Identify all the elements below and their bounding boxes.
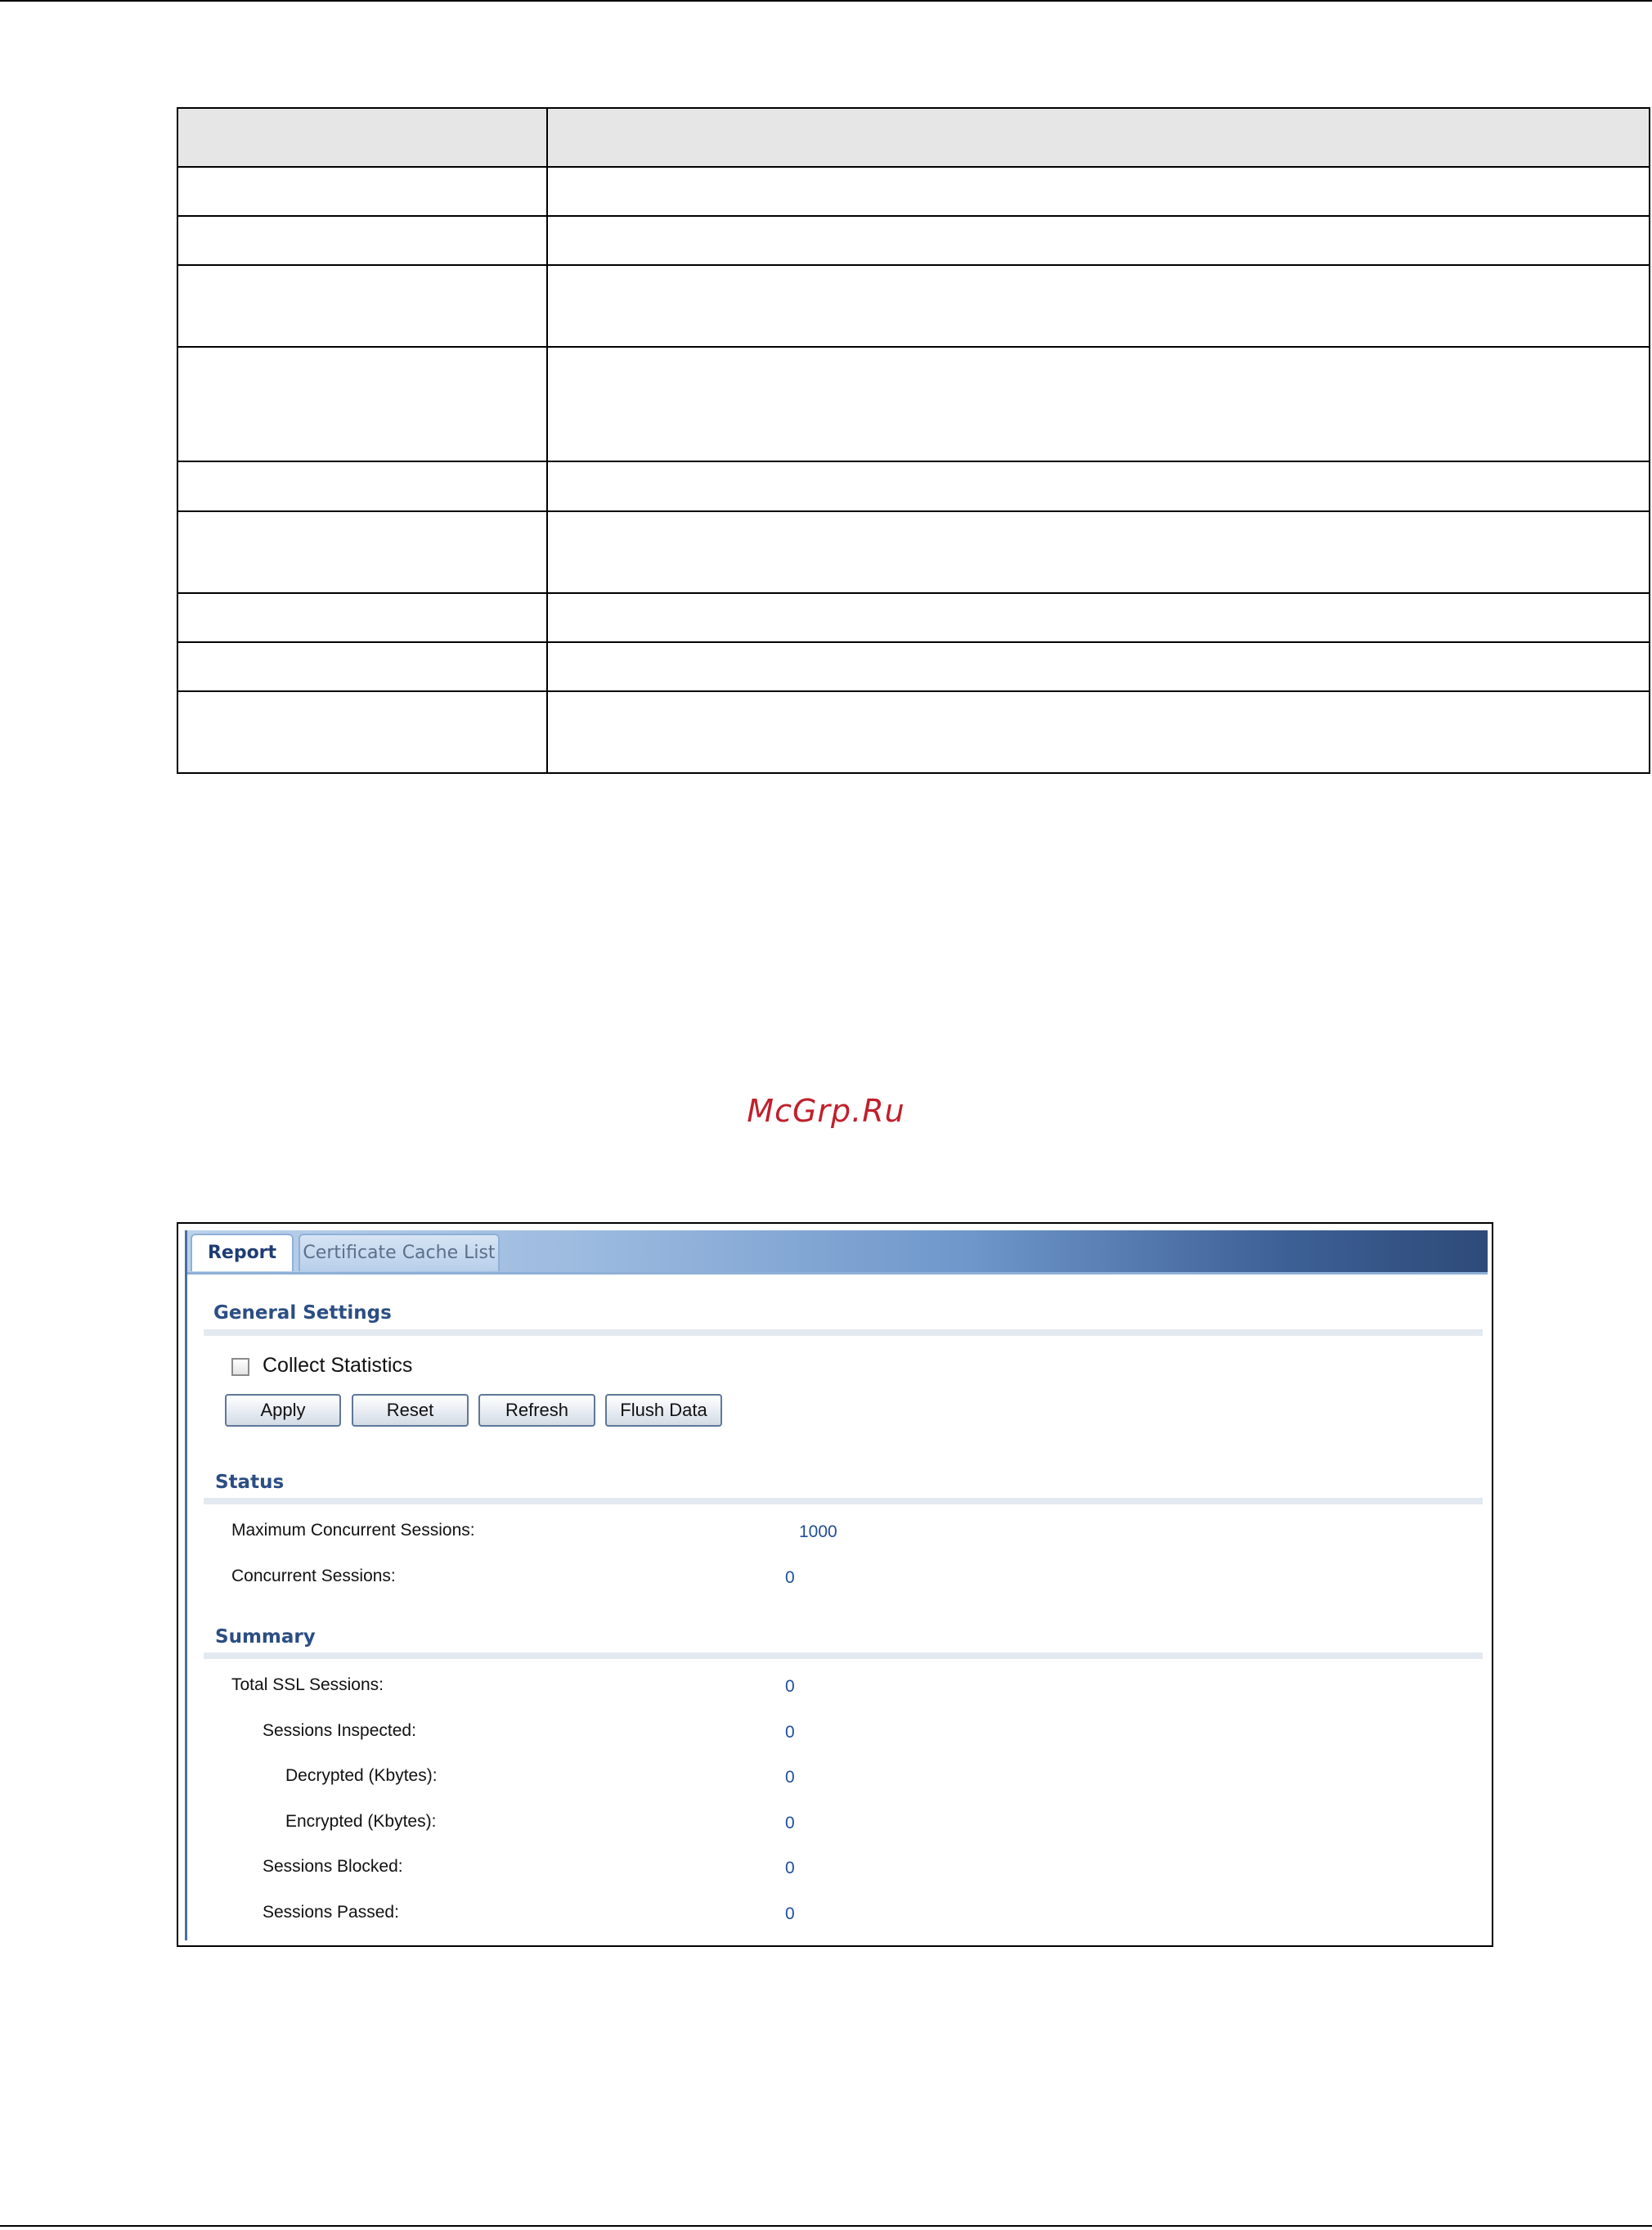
summary-heading: Summary (215, 1626, 316, 1648)
decrypted-kbytes-label: Decrypted (Kbytes): (285, 1766, 438, 1785)
table-cell (177, 265, 547, 347)
general-settings-heading: General Settings (213, 1302, 392, 1324)
table-row (177, 347, 1650, 461)
concurrent-sessions-value: 0 (785, 1568, 795, 1587)
watermark: McGrp.Ru (747, 1093, 905, 1129)
encrypted-kbytes-label: Encrypted (Kbytes): (285, 1812, 437, 1831)
table-cell (177, 593, 547, 642)
tab-certificate-cache-list[interactable]: Certificate Cache List (299, 1234, 500, 1271)
table-cell (547, 511, 1650, 593)
page-bottom-rule (0, 2225, 1652, 2227)
table-header-cell (177, 108, 547, 167)
table-cell (547, 347, 1650, 461)
sessions-blocked-label: Sessions Blocked: (263, 1857, 403, 1876)
table-cell (177, 511, 547, 593)
table-row (177, 642, 1650, 691)
table-cell (547, 642, 1650, 691)
table-row (177, 593, 1650, 642)
tab-report[interactable]: Report (191, 1234, 294, 1271)
sessions-inspected-value: 0 (785, 1723, 795, 1742)
table-row (177, 691, 1650, 773)
concurrent-sessions-label: Concurrent Sessions: (231, 1567, 396, 1585)
table-row (177, 216, 1650, 265)
sessions-inspected-label: Sessions Inspected: (263, 1721, 416, 1740)
table-cell (177, 691, 547, 773)
table-row (177, 167, 1650, 216)
screenshot-frame (177, 1222, 1493, 1947)
table-header-cell (547, 108, 1650, 167)
table-cell (547, 167, 1650, 216)
table-cell (177, 642, 547, 691)
tab-bar (187, 1230, 1488, 1275)
flush-data-button[interactable]: Flush Data (605, 1394, 722, 1427)
document-table (177, 107, 1650, 774)
table-row (177, 511, 1650, 593)
table-row (177, 265, 1650, 347)
table-cell (177, 216, 547, 265)
status-divider (204, 1498, 1483, 1504)
encrypted-kbytes-value: 0 (785, 1814, 795, 1832)
table-cell (177, 167, 547, 216)
table-cell (177, 461, 547, 510)
table-cell (547, 593, 1650, 642)
table-header-row (177, 108, 1650, 167)
max-concurrent-sessions-value: 1000 (799, 1522, 837, 1541)
table-cell (547, 691, 1650, 773)
sessions-blocked-value: 0 (785, 1859, 795, 1877)
collect-statistics-label: Collect Statistics (263, 1354, 413, 1377)
general-settings-divider (204, 1329, 1483, 1336)
decrypted-kbytes-value: 0 (785, 1768, 795, 1787)
table-cell (547, 461, 1650, 510)
max-concurrent-sessions-label: Maximum Concurrent Sessions: (231, 1521, 475, 1540)
total-ssl-sessions-value: 0 (785, 1677, 795, 1696)
report-panel (185, 1230, 1485, 1940)
apply-button[interactable]: Apply (225, 1394, 341, 1427)
table-cell (547, 216, 1650, 265)
reset-button[interactable]: Reset (352, 1394, 469, 1427)
table-cell (177, 347, 547, 461)
refresh-button[interactable]: Refresh (478, 1394, 595, 1427)
sessions-passed-label: Sessions Passed: (263, 1903, 399, 1922)
sessions-passed-value: 0 (785, 1904, 795, 1923)
summary-divider (204, 1652, 1483, 1659)
total-ssl-sessions-label: Total SSL Sessions: (231, 1675, 384, 1694)
page-top-rule (0, 0, 1652, 2)
status-heading: Status (215, 1472, 285, 1493)
table-row (177, 461, 1650, 510)
collect-statistics-checkbox[interactable] (231, 1358, 249, 1376)
table-cell (547, 265, 1650, 347)
